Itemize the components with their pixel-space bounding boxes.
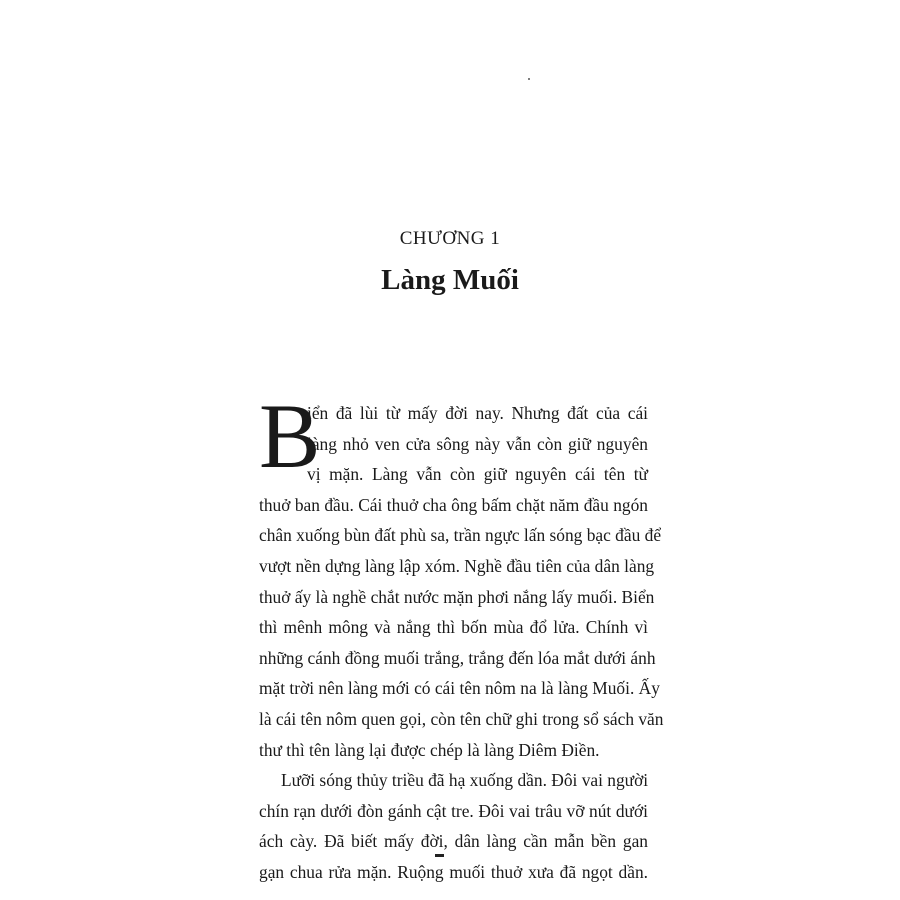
chapter-title: Làng Muối	[381, 264, 519, 296]
text-line: ách cày. Đã biết mấy đời, dân làng cần mẫn bền gan	[259, 831, 648, 852]
chapter-label: CHƯƠNG 1	[399, 228, 501, 249]
text-line: chân xuống bùn đất phù sa, trần ngực lấn sóng bạc đầu để	[259, 525, 662, 546]
text-line: mặt trời nên làng mới có cái tên nôm na là làng Muối. Ấy	[259, 678, 660, 699]
text-line: Lưỡi sóng thủy triều đã hạ xuống dần. Đôi vai người	[281, 770, 649, 791]
page-number-mark	[435, 854, 444, 857]
text-line: làng nhỏ ven cửa sông này vẫn còn giữ nguyên	[307, 433, 648, 454]
text-line: iển đã lùi từ mấy đời nay. Nhưng đất của cái	[307, 403, 648, 423]
body-text	[259, 385, 664, 888]
text-line: gạn chua rửa mặn. Ruộng muối thuở xưa đã ngọt dần.	[259, 861, 648, 882]
text-line: thuở ấy là nghề chắt nước mặn phơi nắng lấy muối. Biển	[259, 586, 655, 607]
text-line: những cánh đồng muối trắng, trắng đến lóa mắt dưới ánh	[259, 647, 656, 668]
text-line: vị mặn. Làng vẫn còn giữ nguyên cái tên từ	[307, 464, 648, 485]
page-speck	[528, 78, 530, 80]
text-line: vượt nền dựng làng lập xóm. Nghề đầu tiên của dân làng	[259, 555, 655, 576]
text-line: chín rạn dưới đòn gánh cật tre. Đôi vai trâu vỡ nút dưới	[259, 800, 648, 821]
text-line: là cái tên nôm quen gọi, còn tên chữ ghi trong sổ sách văn	[259, 708, 664, 729]
text-line: thuở ban đầu. Cái thuở cha ông bấm chặt năm đầu ngón	[259, 494, 648, 515]
text-line: thư thì tên làng lại được chép là làng Diêm Điền.	[259, 739, 600, 760]
drop-cap: B	[259, 385, 321, 487]
text-line: thì mênh mông và nắng thì bốn mùa đổ lửa. Chính vì	[259, 617, 648, 638]
